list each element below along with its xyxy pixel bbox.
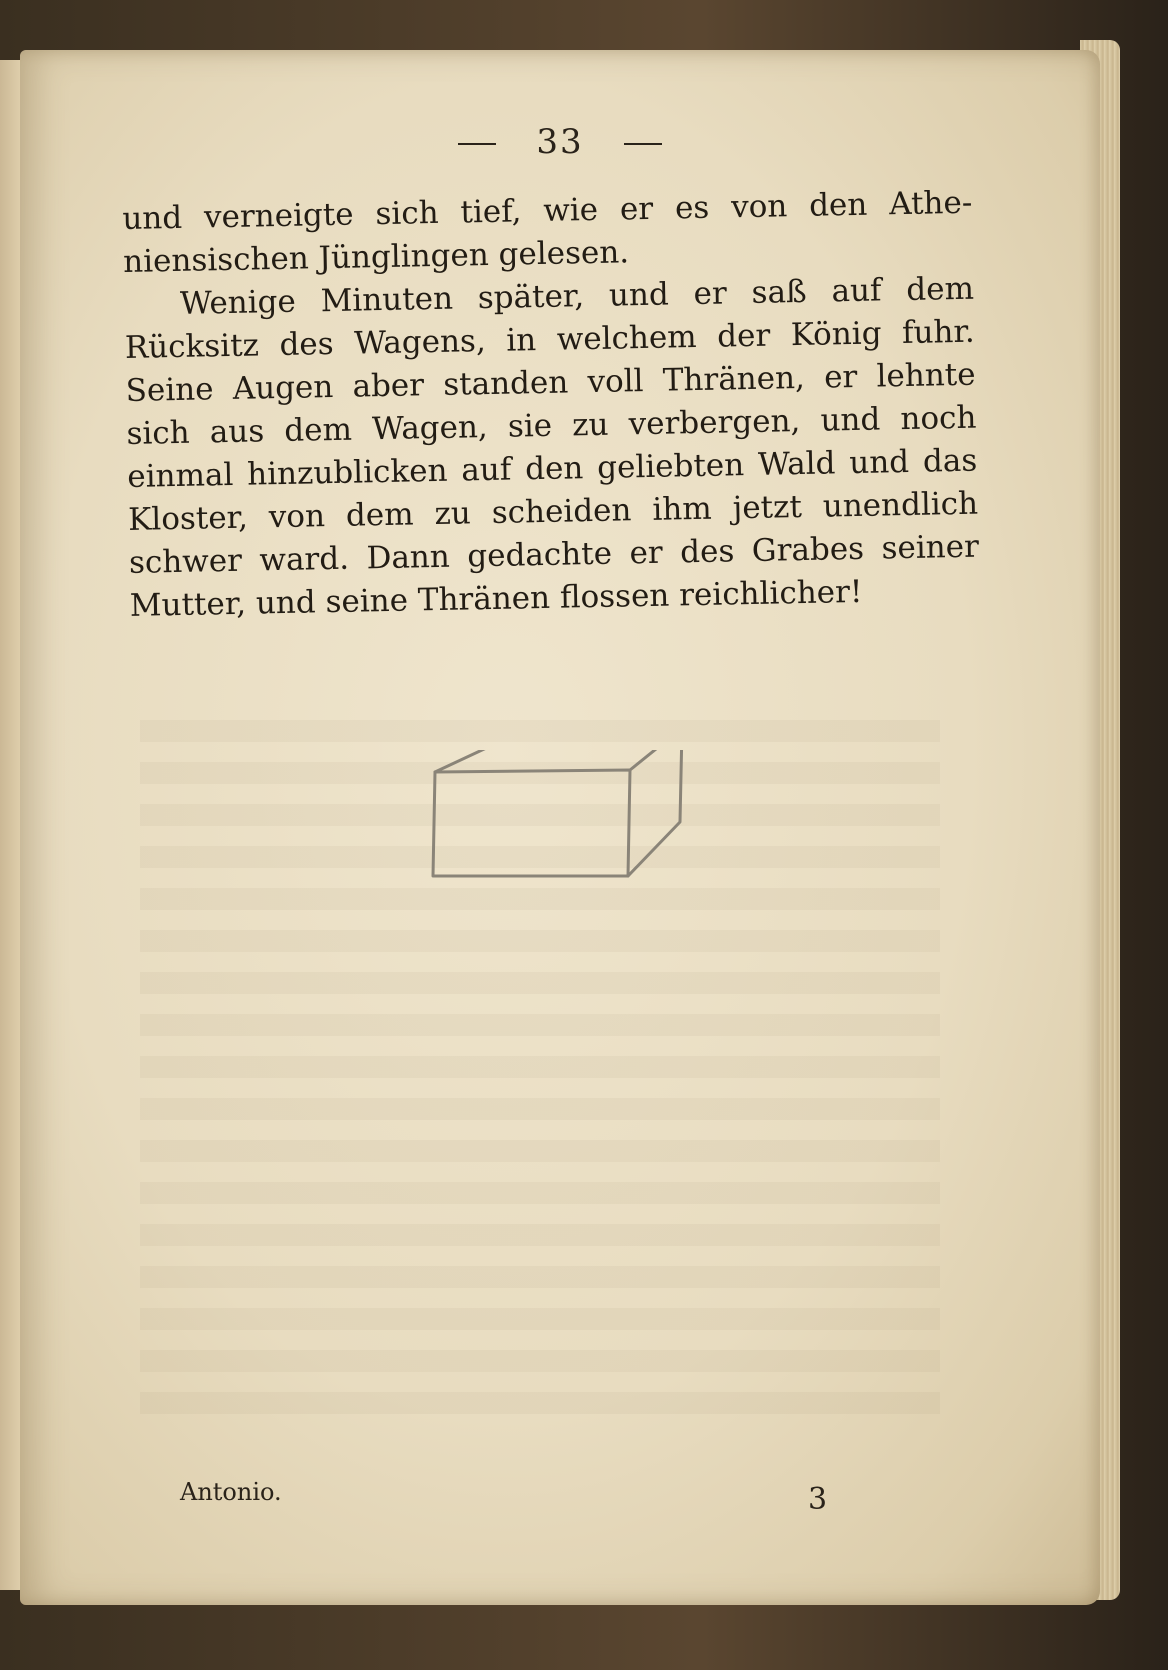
box-sketch (430, 750, 710, 950)
paragraph-1: und verneigte sich tief, wie er es von den Athe-niensischen Jünglingen gelesen. (122, 184, 973, 280)
header-dash-left (458, 143, 496, 145)
sheet-number: 3 (808, 1482, 828, 1517)
page-header (20, 122, 1100, 162)
box-front-face (433, 770, 630, 876)
body-text (122, 182, 980, 628)
paragraph-2: Wenige Minuten später, und er saß auf dem Rücksitz des Wagens, in welchem der König fuhr. Seine Augen aber standen voll Thränen, er lehnte sich aus dem Wagen, sie zu verbergen, und noch einmal hinzublicken auf den geliebten Wald und das Kloster, von dem zu scheiden ihm jetzt unendlich schwer ward. Dann gedachte er des Grabes seiner Mutter, und seine Thränen flossen reichlicher! (124, 270, 980, 624)
book-page (20, 50, 1100, 1605)
box-top-face (435, 750, 682, 772)
page-number: 33 (536, 122, 584, 162)
box-side-face (628, 750, 682, 876)
signature-mark: Antonio. (180, 1478, 282, 1506)
header-dash-right (624, 143, 662, 145)
